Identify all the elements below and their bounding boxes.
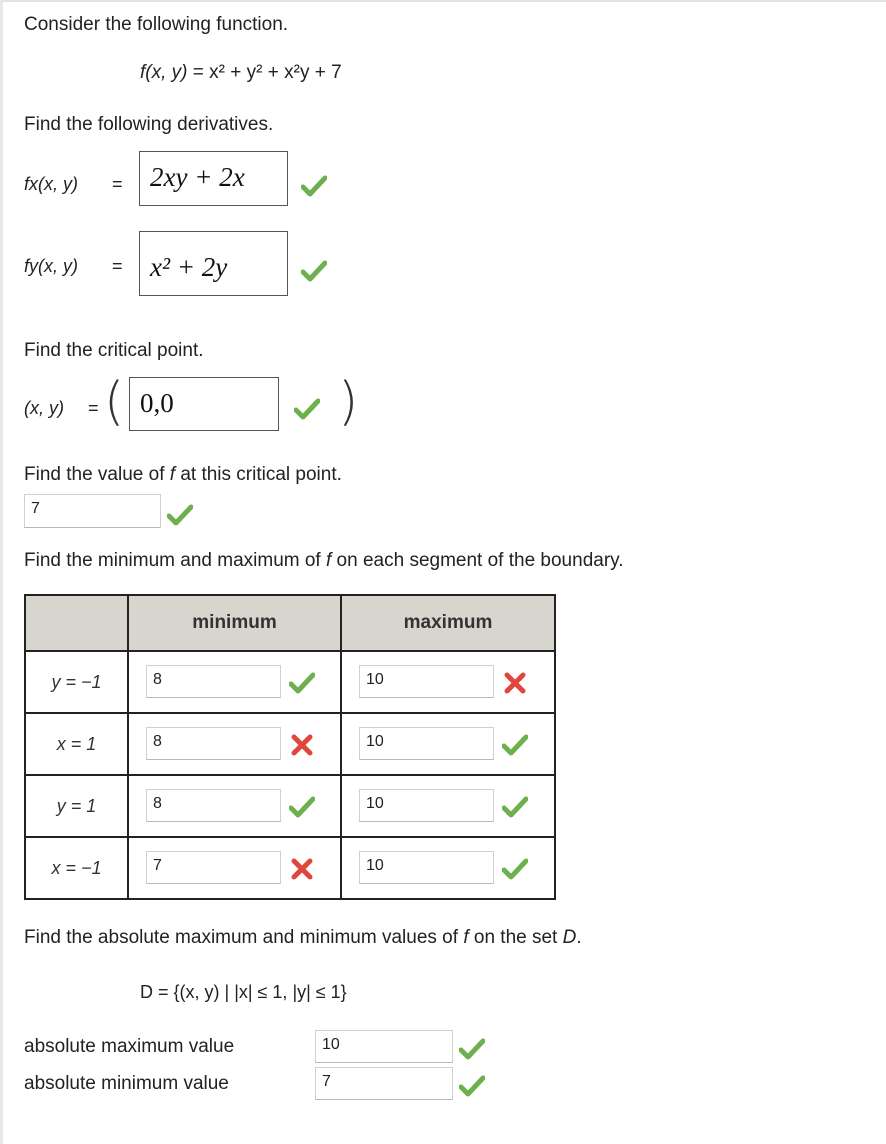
table-row [25,651,555,713]
min-cell [128,713,341,775]
cross-icon [289,856,315,882]
critical-value-input[interactable]: 7 [24,494,161,528]
abs-max-label: absolute maximum value [24,1036,235,1057]
max-cell [341,651,555,713]
fy-answer-input[interactable]: x² + 2y [139,231,288,296]
abs-max-input[interactable]: 10 [315,1030,453,1063]
row-label [25,651,128,713]
cross-icon [289,732,315,758]
fx-answer-input[interactable]: 2xy + 2x [139,151,288,206]
min-input[interactable]: 8 [146,665,281,698]
row-label-text: y = −1 [51,671,102,692]
check-icon [502,794,528,820]
fy-equals: = [112,256,123,276]
check-icon [289,794,315,820]
abs-min-label: absolute minimum value [24,1073,229,1094]
min-cell [128,651,341,713]
function-rhs: = x² + y² + x²y + 7 [192,62,342,83]
row-label-text: x = −1 [51,857,102,878]
min-cell [128,837,341,899]
row-label-text: y = 1 [56,795,97,816]
critical-point-input[interactable]: 0,0 [129,377,279,431]
table-row [25,713,555,775]
max-cell [341,775,555,837]
fy-correct-check-icon [301,258,327,284]
boundary-prompt: Find the minimum and maximum of f on each segment of the boundary. [24,550,624,571]
abs-max-check-icon [459,1036,485,1062]
max-cell [341,837,555,899]
fx-equals: = [112,174,123,194]
intro-text: Consider the following function. [24,14,289,35]
function-lhs: f(x, y) [140,62,188,83]
absolute-prompt: Find the absolute maximum and minimum values of f on the set D. [24,927,582,948]
row-label-text: x = 1 [56,733,97,754]
table-row [25,775,555,837]
page-top-border [0,0,886,2]
row-label [25,775,128,837]
header-empty-cell [25,595,128,651]
max-cell [341,713,555,775]
table-header-row [25,595,555,651]
abs-min-check-icon [459,1073,485,1099]
value-prompt: Find the value of f at this critical point. [24,464,342,485]
right-paren: ) [338,372,359,432]
row-label [25,837,128,899]
fy-label: fy(x, y) [24,256,78,276]
header-maximum: maximum [341,595,555,651]
max-input[interactable]: 10 [359,851,494,884]
check-icon [502,856,528,882]
check-icon [502,732,528,758]
fx-label: fx(x, y) [24,174,78,194]
value-correct-check-icon [167,502,193,528]
max-input[interactable]: 10 [359,789,494,822]
abs-min-input[interactable]: 7 [315,1067,453,1100]
row-label [25,713,128,775]
header-minimum: minimum [128,595,341,651]
critical-equals: = [88,398,99,418]
max-input[interactable]: 10 [359,727,494,760]
function-definition [140,62,342,84]
boundary-table [24,594,556,900]
page-left-border [0,0,3,1144]
min-input[interactable]: 8 [146,789,281,822]
check-icon [289,670,315,696]
set-definition: D = {(x, y) | |x| ≤ 1, |y| ≤ 1} [140,982,347,1002]
fx-correct-check-icon [301,173,327,199]
critical-correct-check-icon [294,396,320,422]
max-input[interactable]: 10 [359,665,494,698]
critical-prompt: Find the critical point. [24,340,204,361]
min-input[interactable]: 7 [146,851,281,884]
cross-icon [502,670,528,696]
left-paren: ( [104,372,125,432]
table-row [25,837,555,899]
min-cell [128,775,341,837]
derivatives-prompt: Find the following derivatives. [24,114,274,135]
min-input[interactable]: 8 [146,727,281,760]
critical-label: (x, y) [24,398,64,418]
